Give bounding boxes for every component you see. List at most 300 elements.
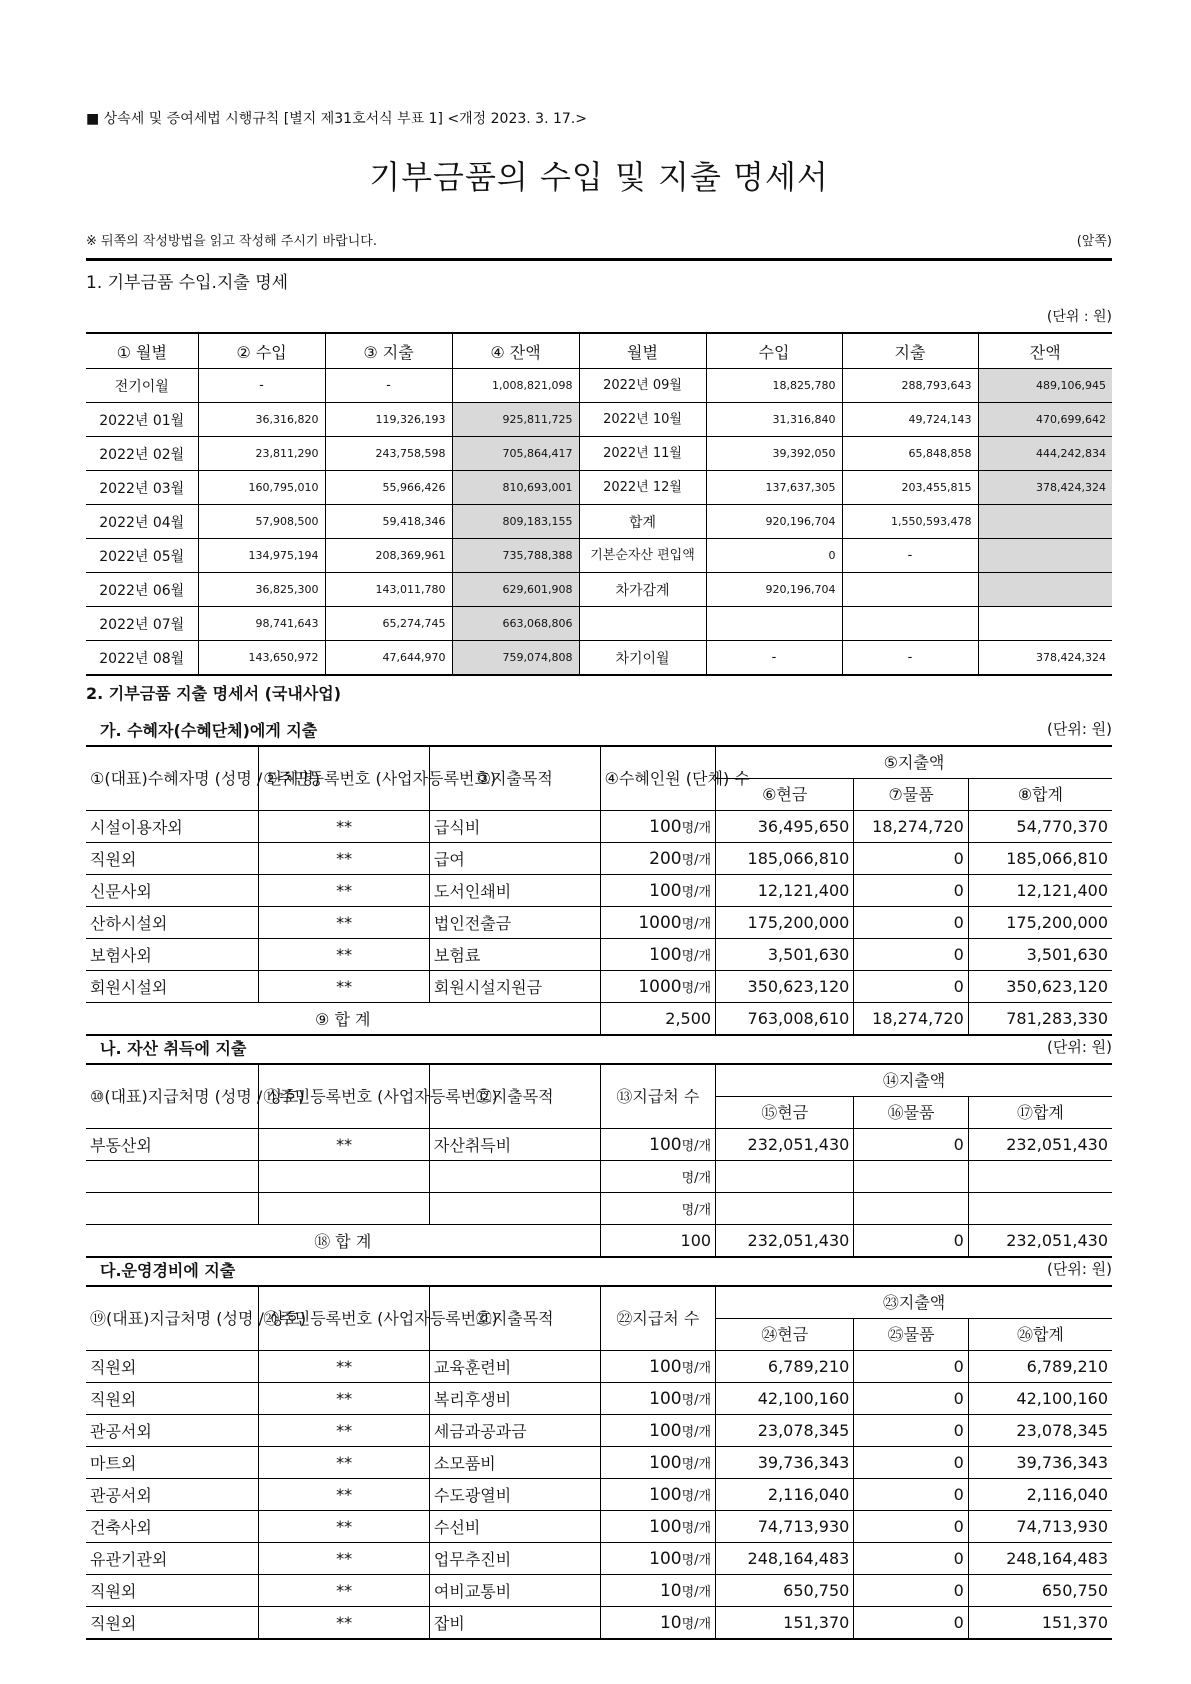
table-row bbox=[86, 607, 1112, 641]
total-label: ⑱ 합 계 bbox=[86, 1225, 600, 1258]
goods-amount-cell: 0 bbox=[854, 1129, 968, 1161]
month-cell: 2022년 01월 bbox=[86, 403, 198, 437]
count-cell bbox=[600, 875, 716, 907]
count-value: 100 bbox=[649, 1548, 682, 1569]
payee-name-cell: 직원외 bbox=[86, 1351, 259, 1383]
total-amount-cell: 54,770,370 bbox=[968, 811, 1112, 843]
instruction-note: ※ 뒤쪽의 작성방법을 읽고 작성해 주시기 바랍니다. bbox=[86, 234, 377, 249]
column-header: ②주민등록번호 (사업자등록번호) bbox=[259, 746, 430, 811]
total-amount-cell: 39,736,343 bbox=[968, 1447, 1112, 1479]
amount-cell: 735,788,388 bbox=[452, 539, 579, 573]
registration-number-cell: ** bbox=[259, 1575, 430, 1607]
payee-name-cell: 직원외 bbox=[86, 1575, 259, 1607]
table-row bbox=[86, 573, 1112, 607]
count-unit: 명/개 bbox=[681, 1138, 712, 1154]
total-row bbox=[86, 1003, 1112, 1036]
column-header: ㉖합계 bbox=[968, 1319, 1112, 1351]
table-row bbox=[86, 539, 1112, 573]
purpose-cell: 자산취득비 bbox=[429, 1129, 600, 1161]
amount-cell: 49,724,143 bbox=[842, 403, 978, 437]
total-amount-cell bbox=[968, 1161, 1112, 1193]
amount-cell: 143,650,972 bbox=[198, 641, 325, 676]
amount-cell: 920,196,704 bbox=[706, 505, 842, 539]
count-cell bbox=[600, 1129, 716, 1161]
month-cell bbox=[579, 607, 706, 641]
cash-amount-cell: 185,066,810 bbox=[716, 843, 854, 875]
section2-na-title: 나. 자산 취득에 지출 bbox=[100, 1039, 247, 1058]
month-cell: 2022년 09월 bbox=[579, 369, 706, 403]
amount-cell: 98,741,643 bbox=[198, 607, 325, 641]
total-amount-cell: 185,066,810 bbox=[968, 843, 1112, 875]
header-divider bbox=[86, 258, 1112, 261]
purpose-cell: 수도광열비 bbox=[429, 1479, 600, 1511]
table-row bbox=[86, 403, 1112, 437]
registration-number-cell: ** bbox=[259, 843, 430, 875]
total-amount-cell: 2,116,040 bbox=[968, 1479, 1112, 1511]
count-value: 100 bbox=[649, 880, 682, 901]
count-unit: 명/개 bbox=[681, 852, 712, 868]
purpose-cell: 교육훈련비 bbox=[429, 1351, 600, 1383]
registration-number-cell bbox=[259, 1193, 430, 1225]
form-reference: ■ 상속세 및 증여세법 시행규칙 [별지 제31호서식 부표 1] <개정 2023. 3. 17.> bbox=[86, 111, 587, 127]
month-cell: 2022년 05월 bbox=[86, 539, 198, 573]
month-cell: 2022년 08월 bbox=[86, 641, 198, 676]
goods-amount-cell: 0 bbox=[854, 939, 968, 971]
table-header-row bbox=[86, 746, 1112, 779]
section2-na-unit: (단위: 원) bbox=[1047, 1038, 1112, 1056]
purpose-cell: 회원시설지원금 bbox=[429, 971, 600, 1003]
table-row bbox=[86, 1193, 1112, 1225]
amount-cell bbox=[978, 539, 1112, 573]
goods-amount-cell: 0 bbox=[854, 1447, 968, 1479]
amount-cell: 119,326,193 bbox=[325, 403, 452, 437]
payee-name-cell: 부동산외 bbox=[86, 1129, 259, 1161]
total-amount-cell: 6,789,210 bbox=[968, 1351, 1112, 1383]
month-cell: 2022년 02월 bbox=[86, 437, 198, 471]
count-cell bbox=[600, 843, 716, 875]
registration-number-cell: ** bbox=[259, 1447, 430, 1479]
total-amount-cell: 248,164,483 bbox=[968, 1543, 1112, 1575]
section1-title: 1. 기부금품 수입.지출 명세 bbox=[86, 273, 289, 293]
amount-cell: 0 bbox=[706, 539, 842, 573]
amount-cell: 925,811,725 bbox=[452, 403, 579, 437]
amount-cell: 629,601,908 bbox=[452, 573, 579, 607]
purpose-cell: 잡비 bbox=[429, 1607, 600, 1640]
table-row bbox=[86, 1383, 1112, 1415]
amount-cell: 59,418,346 bbox=[325, 505, 452, 539]
goods-amount-cell: 18,274,720 bbox=[854, 811, 968, 843]
goods-amount-cell: 0 bbox=[854, 1607, 968, 1640]
section1-unit: (단위 : 원) bbox=[1046, 309, 1112, 325]
cash-amount-cell: 232,051,430 bbox=[716, 1129, 854, 1161]
table-row bbox=[86, 437, 1112, 471]
goods-amount-cell: 0 bbox=[854, 1575, 968, 1607]
cash-amount-cell: 42,100,160 bbox=[716, 1383, 854, 1415]
total-cash-cell: 232,051,430 bbox=[716, 1225, 854, 1258]
purpose-cell: 수선비 bbox=[429, 1511, 600, 1543]
amount-cell: 160,795,010 bbox=[198, 471, 325, 505]
amount-cell bbox=[978, 505, 1112, 539]
table-row bbox=[86, 939, 1112, 971]
cash-amount-cell: 36,495,650 bbox=[716, 811, 854, 843]
month-cell: 2022년 04월 bbox=[86, 505, 198, 539]
purpose-cell: 업무추진비 bbox=[429, 1543, 600, 1575]
count-value: 10 bbox=[659, 1580, 682, 1601]
amount-cell bbox=[978, 573, 1112, 607]
amount-cell: 23,811,290 bbox=[198, 437, 325, 471]
income-expense-table bbox=[86, 332, 1112, 676]
amount-cell: 920,196,704 bbox=[706, 573, 842, 607]
goods-amount-cell: 0 bbox=[854, 1383, 968, 1415]
table-row bbox=[86, 1351, 1112, 1383]
amount-cell: 208,369,961 bbox=[325, 539, 452, 573]
table-row bbox=[86, 971, 1112, 1003]
payee-name-cell: 직원외 bbox=[86, 843, 259, 875]
amount-cell: 378,424,324 bbox=[978, 471, 1112, 505]
registration-number-cell bbox=[259, 1161, 430, 1193]
table-row bbox=[86, 505, 1112, 539]
total-amount-cell: 151,370 bbox=[968, 1607, 1112, 1640]
page-side-label: (앞쪽) bbox=[1076, 234, 1112, 249]
count-cell bbox=[600, 1575, 716, 1607]
count-value: 100 bbox=[649, 1452, 682, 1473]
column-header: ⑪주민등록번호 (사업자등록번호) bbox=[259, 1064, 430, 1129]
total-amount-cell: 12,121,400 bbox=[968, 875, 1112, 907]
table-row bbox=[86, 1511, 1112, 1543]
count-value: 1000 bbox=[638, 912, 682, 933]
count-value: 200 bbox=[649, 848, 682, 869]
count-cell bbox=[600, 907, 716, 939]
total-goods-cell: 18,274,720 bbox=[854, 1003, 968, 1036]
goods-amount-cell: 0 bbox=[854, 1479, 968, 1511]
total-amount-cell: 781,283,330 bbox=[968, 1003, 1112, 1036]
month-cell: 2022년 11월 bbox=[579, 437, 706, 471]
column-header: ⑳주민등록번호 (사업자등록번호) bbox=[259, 1286, 430, 1351]
purpose-cell bbox=[429, 1193, 600, 1225]
beneficiary-expense-table bbox=[86, 745, 1112, 1036]
count-unit: 명/개 bbox=[681, 1456, 712, 1472]
column-header: ⑩(대표)지급처명 (성명 / 상호) bbox=[86, 1064, 259, 1129]
amount-cell: 378,424,324 bbox=[978, 641, 1112, 676]
count-unit: 명/개 bbox=[681, 1488, 712, 1504]
column-header: ⑭지출액 bbox=[716, 1064, 1112, 1097]
registration-number-cell: ** bbox=[259, 1607, 430, 1640]
month-cell: 합계 bbox=[579, 505, 706, 539]
payee-name-cell: 산하시설외 bbox=[86, 907, 259, 939]
registration-number-cell: ** bbox=[259, 1351, 430, 1383]
registration-number-cell: ** bbox=[259, 939, 430, 971]
total-amount-cell: 3,501,630 bbox=[968, 939, 1112, 971]
goods-amount-cell: 0 bbox=[854, 1511, 968, 1543]
amount-cell: 137,637,305 bbox=[706, 471, 842, 505]
amount-cell: 55,966,426 bbox=[325, 471, 452, 505]
goods-amount-cell: 0 bbox=[854, 907, 968, 939]
column-header: 지출 bbox=[842, 333, 978, 369]
goods-amount-cell bbox=[854, 1193, 968, 1225]
total-count-cell: 2,500 bbox=[600, 1003, 716, 1036]
page-title: 기부금품의 수입 및 지출 명세서 bbox=[369, 158, 829, 196]
cash-amount-cell: 350,623,120 bbox=[716, 971, 854, 1003]
cash-amount-cell: 650,750 bbox=[716, 1575, 854, 1607]
count-cell bbox=[600, 1351, 716, 1383]
count-value: 100 bbox=[649, 1134, 682, 1155]
total-cash-cell: 763,008,610 bbox=[716, 1003, 854, 1036]
payee-name-cell: 회원시설외 bbox=[86, 971, 259, 1003]
table-row bbox=[86, 875, 1112, 907]
total-amount-cell: 175,200,000 bbox=[968, 907, 1112, 939]
count-value: 100 bbox=[649, 944, 682, 965]
total-amount-cell bbox=[968, 1193, 1112, 1225]
table-header-row bbox=[86, 1286, 1112, 1319]
cash-amount-cell bbox=[716, 1161, 854, 1193]
count-cell bbox=[600, 811, 716, 843]
count-cell bbox=[600, 1447, 716, 1479]
count-unit: 명/개 bbox=[681, 1616, 712, 1632]
payee-name-cell: 시설이용자외 bbox=[86, 811, 259, 843]
count-unit: 명/개 bbox=[681, 948, 712, 964]
count-cell bbox=[600, 1479, 716, 1511]
table-row bbox=[86, 1575, 1112, 1607]
column-header: ⑬지급처 수 bbox=[600, 1064, 716, 1129]
amount-cell: 65,274,745 bbox=[325, 607, 452, 641]
count-cell bbox=[600, 1193, 716, 1225]
count-cell bbox=[600, 1383, 716, 1415]
section2-title: 2. 기부금품 지출 명세서 (국내사업) bbox=[86, 684, 342, 703]
cash-amount-cell: 151,370 bbox=[716, 1607, 854, 1640]
column-header: 수입 bbox=[706, 333, 842, 369]
cash-amount-cell: 175,200,000 bbox=[716, 907, 854, 939]
payee-name-cell bbox=[86, 1161, 259, 1193]
amount-cell: - bbox=[325, 369, 452, 403]
month-cell: 차가감계 bbox=[579, 573, 706, 607]
amount-cell: - bbox=[842, 641, 978, 676]
table-row bbox=[86, 1479, 1112, 1511]
count-cell bbox=[600, 1161, 716, 1193]
cash-amount-cell: 248,164,483 bbox=[716, 1543, 854, 1575]
registration-number-cell: ** bbox=[259, 1479, 430, 1511]
count-cell bbox=[600, 1415, 716, 1447]
amount-cell: 39,392,050 bbox=[706, 437, 842, 471]
amount-cell: - bbox=[706, 641, 842, 676]
column-header: 잔액 bbox=[978, 333, 1112, 369]
amount-cell: 65,848,858 bbox=[842, 437, 978, 471]
cash-amount-cell: 23,078,345 bbox=[716, 1415, 854, 1447]
payee-name-cell: 유관기관외 bbox=[86, 1543, 259, 1575]
total-amount-cell: 232,051,430 bbox=[968, 1129, 1112, 1161]
cash-amount-cell: 2,116,040 bbox=[716, 1479, 854, 1511]
month-cell: 2022년 10월 bbox=[579, 403, 706, 437]
count-unit: 명/개 bbox=[681, 1584, 712, 1600]
amount-cell: 36,316,820 bbox=[198, 403, 325, 437]
table-row bbox=[86, 907, 1112, 939]
payee-name-cell: 직원외 bbox=[86, 1607, 259, 1640]
month-cell: 2022년 12월 bbox=[579, 471, 706, 505]
count-unit: 명/개 bbox=[681, 1520, 712, 1536]
table-row bbox=[86, 1607, 1112, 1640]
purpose-cell: 세금과공과금 bbox=[429, 1415, 600, 1447]
column-header: ⑧합계 bbox=[968, 779, 1112, 811]
payee-name-cell: 보험사외 bbox=[86, 939, 259, 971]
table-row bbox=[86, 811, 1112, 843]
count-unit: 명/개 bbox=[681, 1360, 712, 1376]
goods-amount-cell: 0 bbox=[854, 1543, 968, 1575]
purpose-cell: 도서인쇄비 bbox=[429, 875, 600, 907]
table-row bbox=[86, 369, 1112, 403]
table-row bbox=[86, 471, 1112, 505]
column-header: ④수혜인원 (단체) 수 bbox=[600, 746, 716, 811]
table-header-row bbox=[86, 1064, 1112, 1097]
total-label: ⑨ 합 계 bbox=[86, 1003, 600, 1036]
total-amount-cell: 74,713,930 bbox=[968, 1511, 1112, 1543]
month-cell: 기본순자산 편입액 bbox=[579, 539, 706, 573]
purpose-cell: 보험료 bbox=[429, 939, 600, 971]
amount-cell: 134,975,194 bbox=[198, 539, 325, 573]
column-header: ①(대표)수혜자명 (성명 / 단체명) bbox=[86, 746, 259, 811]
column-header: ⑫지출목적 bbox=[429, 1064, 600, 1129]
count-value: 100 bbox=[649, 1484, 682, 1505]
column-header: ㉕물품 bbox=[854, 1319, 968, 1351]
column-header: ⑤지출액 bbox=[716, 746, 1112, 779]
goods-amount-cell: 0 bbox=[854, 1351, 968, 1383]
total-count-cell: 100 bbox=[600, 1225, 716, 1258]
count-value: 100 bbox=[649, 816, 682, 837]
table-header-row bbox=[86, 333, 1112, 369]
registration-number-cell: ** bbox=[259, 971, 430, 1003]
registration-number-cell: ** bbox=[259, 1543, 430, 1575]
table-row bbox=[86, 1447, 1112, 1479]
column-header: ⑮현금 bbox=[716, 1097, 854, 1129]
count-unit: 명/개 bbox=[681, 1392, 712, 1408]
amount-cell: 810,693,001 bbox=[452, 471, 579, 505]
section2-ga-unit: (단위: 원) bbox=[1047, 720, 1112, 738]
goods-amount-cell: 0 bbox=[854, 971, 968, 1003]
count-value: 100 bbox=[649, 1356, 682, 1377]
count-value: 100 bbox=[649, 1388, 682, 1409]
count-unit: 명/개 bbox=[681, 1552, 712, 1568]
amount-cell: - bbox=[198, 369, 325, 403]
column-header: ⑰합계 bbox=[968, 1097, 1112, 1129]
total-amount-cell: 350,623,120 bbox=[968, 971, 1112, 1003]
month-cell: 차기이월 bbox=[579, 641, 706, 676]
goods-amount-cell bbox=[854, 1161, 968, 1193]
amount-cell bbox=[706, 607, 842, 641]
cash-amount-cell bbox=[716, 1193, 854, 1225]
total-amount-cell: 232,051,430 bbox=[968, 1225, 1112, 1258]
section2-da-unit: (단위: 원) bbox=[1047, 1260, 1112, 1278]
column-header: ② 수입 bbox=[198, 333, 325, 369]
cash-amount-cell: 12,121,400 bbox=[716, 875, 854, 907]
amount-cell: 243,758,598 bbox=[325, 437, 452, 471]
cash-amount-cell: 3,501,630 bbox=[716, 939, 854, 971]
count-value: 100 bbox=[649, 1516, 682, 1537]
payee-name-cell: 직원외 bbox=[86, 1383, 259, 1415]
total-amount-cell: 23,078,345 bbox=[968, 1415, 1112, 1447]
goods-amount-cell: 0 bbox=[854, 1415, 968, 1447]
purpose-cell: 소모품비 bbox=[429, 1447, 600, 1479]
column-header: ㉔현금 bbox=[716, 1319, 854, 1351]
column-header: ③ 지출 bbox=[325, 333, 452, 369]
amount-cell: 809,183,155 bbox=[452, 505, 579, 539]
purpose-cell: 급식비 bbox=[429, 811, 600, 843]
registration-number-cell: ** bbox=[259, 875, 430, 907]
month-cell: 2022년 06월 bbox=[86, 573, 198, 607]
count-cell bbox=[600, 971, 716, 1003]
column-header: 월별 bbox=[579, 333, 706, 369]
payee-name-cell: 관공서외 bbox=[86, 1415, 259, 1447]
count-unit: 명/개 bbox=[681, 820, 712, 836]
amount-cell: 705,864,417 bbox=[452, 437, 579, 471]
column-header: ㉒지급처 수 bbox=[600, 1286, 716, 1351]
amount-cell: 288,793,643 bbox=[842, 369, 978, 403]
purpose-cell: 법인전출금 bbox=[429, 907, 600, 939]
registration-number-cell: ** bbox=[259, 1383, 430, 1415]
column-header: ⑦물품 bbox=[854, 779, 968, 811]
cash-amount-cell: 39,736,343 bbox=[716, 1447, 854, 1479]
payee-name-cell: 마트외 bbox=[86, 1447, 259, 1479]
purpose-cell bbox=[429, 1161, 600, 1193]
amount-cell: 18,825,780 bbox=[706, 369, 842, 403]
section2-ga-title: 가. 수혜자(수혜단체)에게 지출 bbox=[100, 721, 318, 740]
count-cell bbox=[600, 939, 716, 971]
table-row bbox=[86, 843, 1112, 875]
table-row bbox=[86, 1543, 1112, 1575]
count-cell bbox=[600, 1511, 716, 1543]
column-header: ① 월별 bbox=[86, 333, 198, 369]
amount-cell: 203,455,815 bbox=[842, 471, 978, 505]
amount-cell: 444,242,834 bbox=[978, 437, 1112, 471]
count-unit: 명/개 bbox=[681, 1202, 712, 1218]
table-row bbox=[86, 1129, 1112, 1161]
amount-cell: 1,550,593,478 bbox=[842, 505, 978, 539]
column-header: ㉑지출목적 bbox=[429, 1286, 600, 1351]
count-unit: 명/개 bbox=[681, 1424, 712, 1440]
count-unit: 명/개 bbox=[681, 884, 712, 900]
month-cell: 전기이월 bbox=[86, 369, 198, 403]
month-cell: 2022년 03월 bbox=[86, 471, 198, 505]
count-cell bbox=[600, 1607, 716, 1640]
total-goods-cell: 0 bbox=[854, 1225, 968, 1258]
payee-name-cell: 신문사외 bbox=[86, 875, 259, 907]
payee-name-cell: 관공서외 bbox=[86, 1479, 259, 1511]
count-unit: 명/개 bbox=[681, 1170, 712, 1186]
total-amount-cell: 42,100,160 bbox=[968, 1383, 1112, 1415]
purpose-cell: 여비교통비 bbox=[429, 1575, 600, 1607]
registration-number-cell: ** bbox=[259, 811, 430, 843]
column-header: ⑥현금 bbox=[716, 779, 854, 811]
column-header: ④ 잔액 bbox=[452, 333, 579, 369]
operating-expense-table bbox=[86, 1285, 1112, 1640]
column-header: ㉓지출액 bbox=[716, 1286, 1112, 1319]
column-header: ③지출목적 bbox=[429, 746, 600, 811]
amount-cell bbox=[842, 607, 978, 641]
amount-cell: 489,106,945 bbox=[978, 369, 1112, 403]
registration-number-cell: ** bbox=[259, 1129, 430, 1161]
registration-number-cell: ** bbox=[259, 1415, 430, 1447]
table-row bbox=[86, 1161, 1112, 1193]
count-unit: 명/개 bbox=[681, 980, 712, 996]
table-row bbox=[86, 1415, 1112, 1447]
table-row bbox=[86, 641, 1112, 676]
amount-cell: 663,068,806 bbox=[452, 607, 579, 641]
amount-cell: - bbox=[842, 539, 978, 573]
column-header: ⑯물품 bbox=[854, 1097, 968, 1129]
purpose-cell: 급여 bbox=[429, 843, 600, 875]
registration-number-cell: ** bbox=[259, 1511, 430, 1543]
amount-cell: 47,644,970 bbox=[325, 641, 452, 676]
month-cell: 2022년 07월 bbox=[86, 607, 198, 641]
amount-cell: 143,011,780 bbox=[325, 573, 452, 607]
amount-cell: 36,825,300 bbox=[198, 573, 325, 607]
